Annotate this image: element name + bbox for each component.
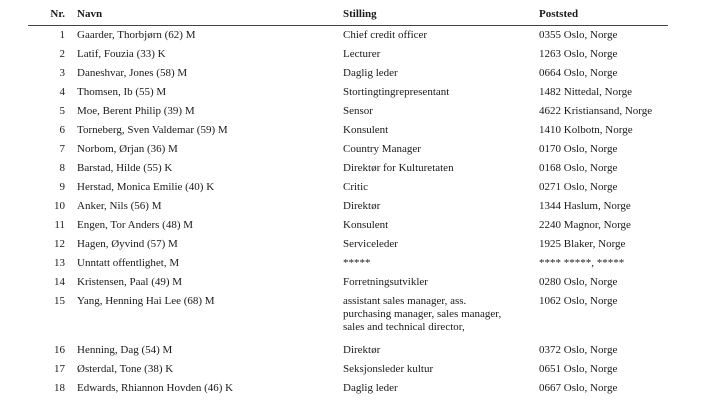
row-poststed: 1925 Blaker, Norge xyxy=(539,238,626,250)
row-stilling-line2: purchasing manager, sales manager, xyxy=(343,308,502,320)
row-stilling: Critic xyxy=(343,181,369,193)
row-nr: 10 xyxy=(54,200,65,212)
row-nr: 13 xyxy=(54,257,65,269)
row-stilling: Konsulent xyxy=(343,219,389,231)
row-nr: 14 xyxy=(54,276,65,288)
row-navn: Norbom, Ørjan (36) M xyxy=(77,143,178,155)
row-nr: 8 xyxy=(59,162,65,174)
row-stilling: Direktør xyxy=(343,200,381,212)
table-row xyxy=(0,238,706,257)
row-stilling: Daglig leder xyxy=(343,382,398,394)
row-poststed: 0667 Oslo, Norge xyxy=(539,382,618,394)
row-nr: 3 xyxy=(59,67,65,79)
row-navn: Gaarder, Thorbjørn (62) M xyxy=(77,29,196,41)
row-stilling: Konsulent xyxy=(343,124,389,136)
table-row xyxy=(0,295,706,339)
header-navn: Navn xyxy=(77,8,103,20)
row-poststed: 0355 Oslo, Norge xyxy=(539,29,618,41)
table-row xyxy=(0,181,706,200)
row-nr: 4 xyxy=(59,86,65,98)
table-row xyxy=(0,105,706,124)
table-row xyxy=(0,344,706,363)
row-poststed: 2240 Magnor, Norge xyxy=(539,219,631,231)
row-nr: 1 xyxy=(59,29,65,41)
table-row xyxy=(0,29,706,48)
header-nr: Nr. xyxy=(50,8,65,20)
row-poststed: 1482 Nittedal, Norge xyxy=(539,86,632,98)
row-stilling: Chief credit officer xyxy=(343,29,428,41)
row-navn: Kristensen, Paal (49) M xyxy=(77,276,183,288)
row-poststed: 0280 Oslo, Norge xyxy=(539,276,618,288)
table-row xyxy=(0,124,706,143)
table-row xyxy=(0,257,706,276)
row-nr: 15 xyxy=(54,295,65,307)
row-navn: Thomsen, Ib (55) M xyxy=(77,86,167,98)
row-stilling: Stortingtingrepresentant xyxy=(343,86,450,98)
row-stilling: Direktør for Kulturetaten xyxy=(343,162,454,174)
row-navn: Henning, Dag (54) M xyxy=(77,344,173,356)
row-nr: 16 xyxy=(54,344,65,356)
row-navn: Yang, Henning Hai Lee (68) M xyxy=(77,295,215,307)
row-navn: Daneshvar, Jones (58) M xyxy=(77,67,188,79)
row-nr: 12 xyxy=(54,238,65,250)
row-nr: 7 xyxy=(59,143,65,155)
row-navn: Hagen, Øyvind (57) M xyxy=(77,238,178,250)
row-stilling: Direktør xyxy=(343,344,381,356)
table-row xyxy=(0,200,706,219)
row-stilling: Country Manager xyxy=(343,143,421,155)
row-navn: Latif, Fouzia (33) K xyxy=(77,48,166,60)
row-stilling: Daglig leder xyxy=(343,67,398,79)
row-navn: Anker, Nils (56) M xyxy=(77,200,162,212)
row-poststed: 0170 Oslo, Norge xyxy=(539,143,618,155)
table-row xyxy=(0,67,706,86)
row-stilling: Sensor xyxy=(343,105,373,117)
table-row xyxy=(0,219,706,238)
row-stilling-line3: sales and technical director, xyxy=(343,321,465,333)
header-stilling: Stilling xyxy=(343,8,377,20)
row-stilling: Seksjonsleder kultur xyxy=(343,363,434,375)
row-poststed: 1410 Kolbotn, Norge xyxy=(539,124,633,136)
row-poststed: 1263 Oslo, Norge xyxy=(539,48,618,60)
row-nr: 9 xyxy=(59,181,65,193)
row-navn: Unntatt offentlighet, M xyxy=(77,257,180,269)
row-navn: Edwards, Rhiannon Hovden (46) K xyxy=(77,382,234,394)
row-poststed: 1344 Haslum, Norge xyxy=(539,200,631,212)
table-row xyxy=(0,143,706,162)
row-nr: 18 xyxy=(54,382,65,394)
row-nr: 17 xyxy=(54,363,65,375)
row-navn: Østerdal, Tone (38) K xyxy=(77,363,174,375)
row-navn: Herstad, Monica Emilie (40) K xyxy=(77,181,215,193)
row-stilling: Serviceleder xyxy=(343,238,398,250)
row-poststed: **** *****, ***** xyxy=(539,257,625,269)
table-row xyxy=(0,363,706,382)
table-row xyxy=(0,276,706,295)
row-nr: 5 xyxy=(59,105,65,117)
row-navn: Moe, Berent Philip (39) M xyxy=(77,105,195,117)
header-poststed: Poststed xyxy=(539,8,579,20)
row-poststed: 0372 Oslo, Norge xyxy=(539,344,618,356)
row-nr: 2 xyxy=(59,48,65,60)
row-poststed: 0664 Oslo, Norge xyxy=(539,67,618,79)
row-stilling: ***** xyxy=(343,257,371,269)
row-poststed: 0168 Oslo, Norge xyxy=(539,162,618,174)
row-navn: Engen, Tor Anders (48) M xyxy=(77,219,194,231)
row-poststed: 0271 Oslo, Norge xyxy=(539,181,618,193)
row-stilling: Lecturer xyxy=(343,48,381,60)
row-nr: 6 xyxy=(59,124,65,136)
table-row xyxy=(0,86,706,105)
table-row xyxy=(0,382,706,401)
header-divider xyxy=(28,25,668,26)
table-row xyxy=(0,48,706,67)
table-row xyxy=(0,162,706,181)
row-navn: Torneberg, Sven Valdemar (59) M xyxy=(77,124,228,136)
row-stilling: assistant sales manager, ass. xyxy=(343,295,467,307)
table-header xyxy=(0,8,706,24)
row-poststed: 1062 Oslo, Norge xyxy=(539,295,618,307)
row-poststed: 0651 Oslo, Norge xyxy=(539,363,618,375)
row-stilling: Forretningsutvikler xyxy=(343,276,428,288)
row-poststed: 4622 Kristiansand, Norge xyxy=(539,105,653,117)
row-navn: Barstad, Hilde (55) K xyxy=(77,162,173,174)
row-nr: 11 xyxy=(54,219,65,231)
